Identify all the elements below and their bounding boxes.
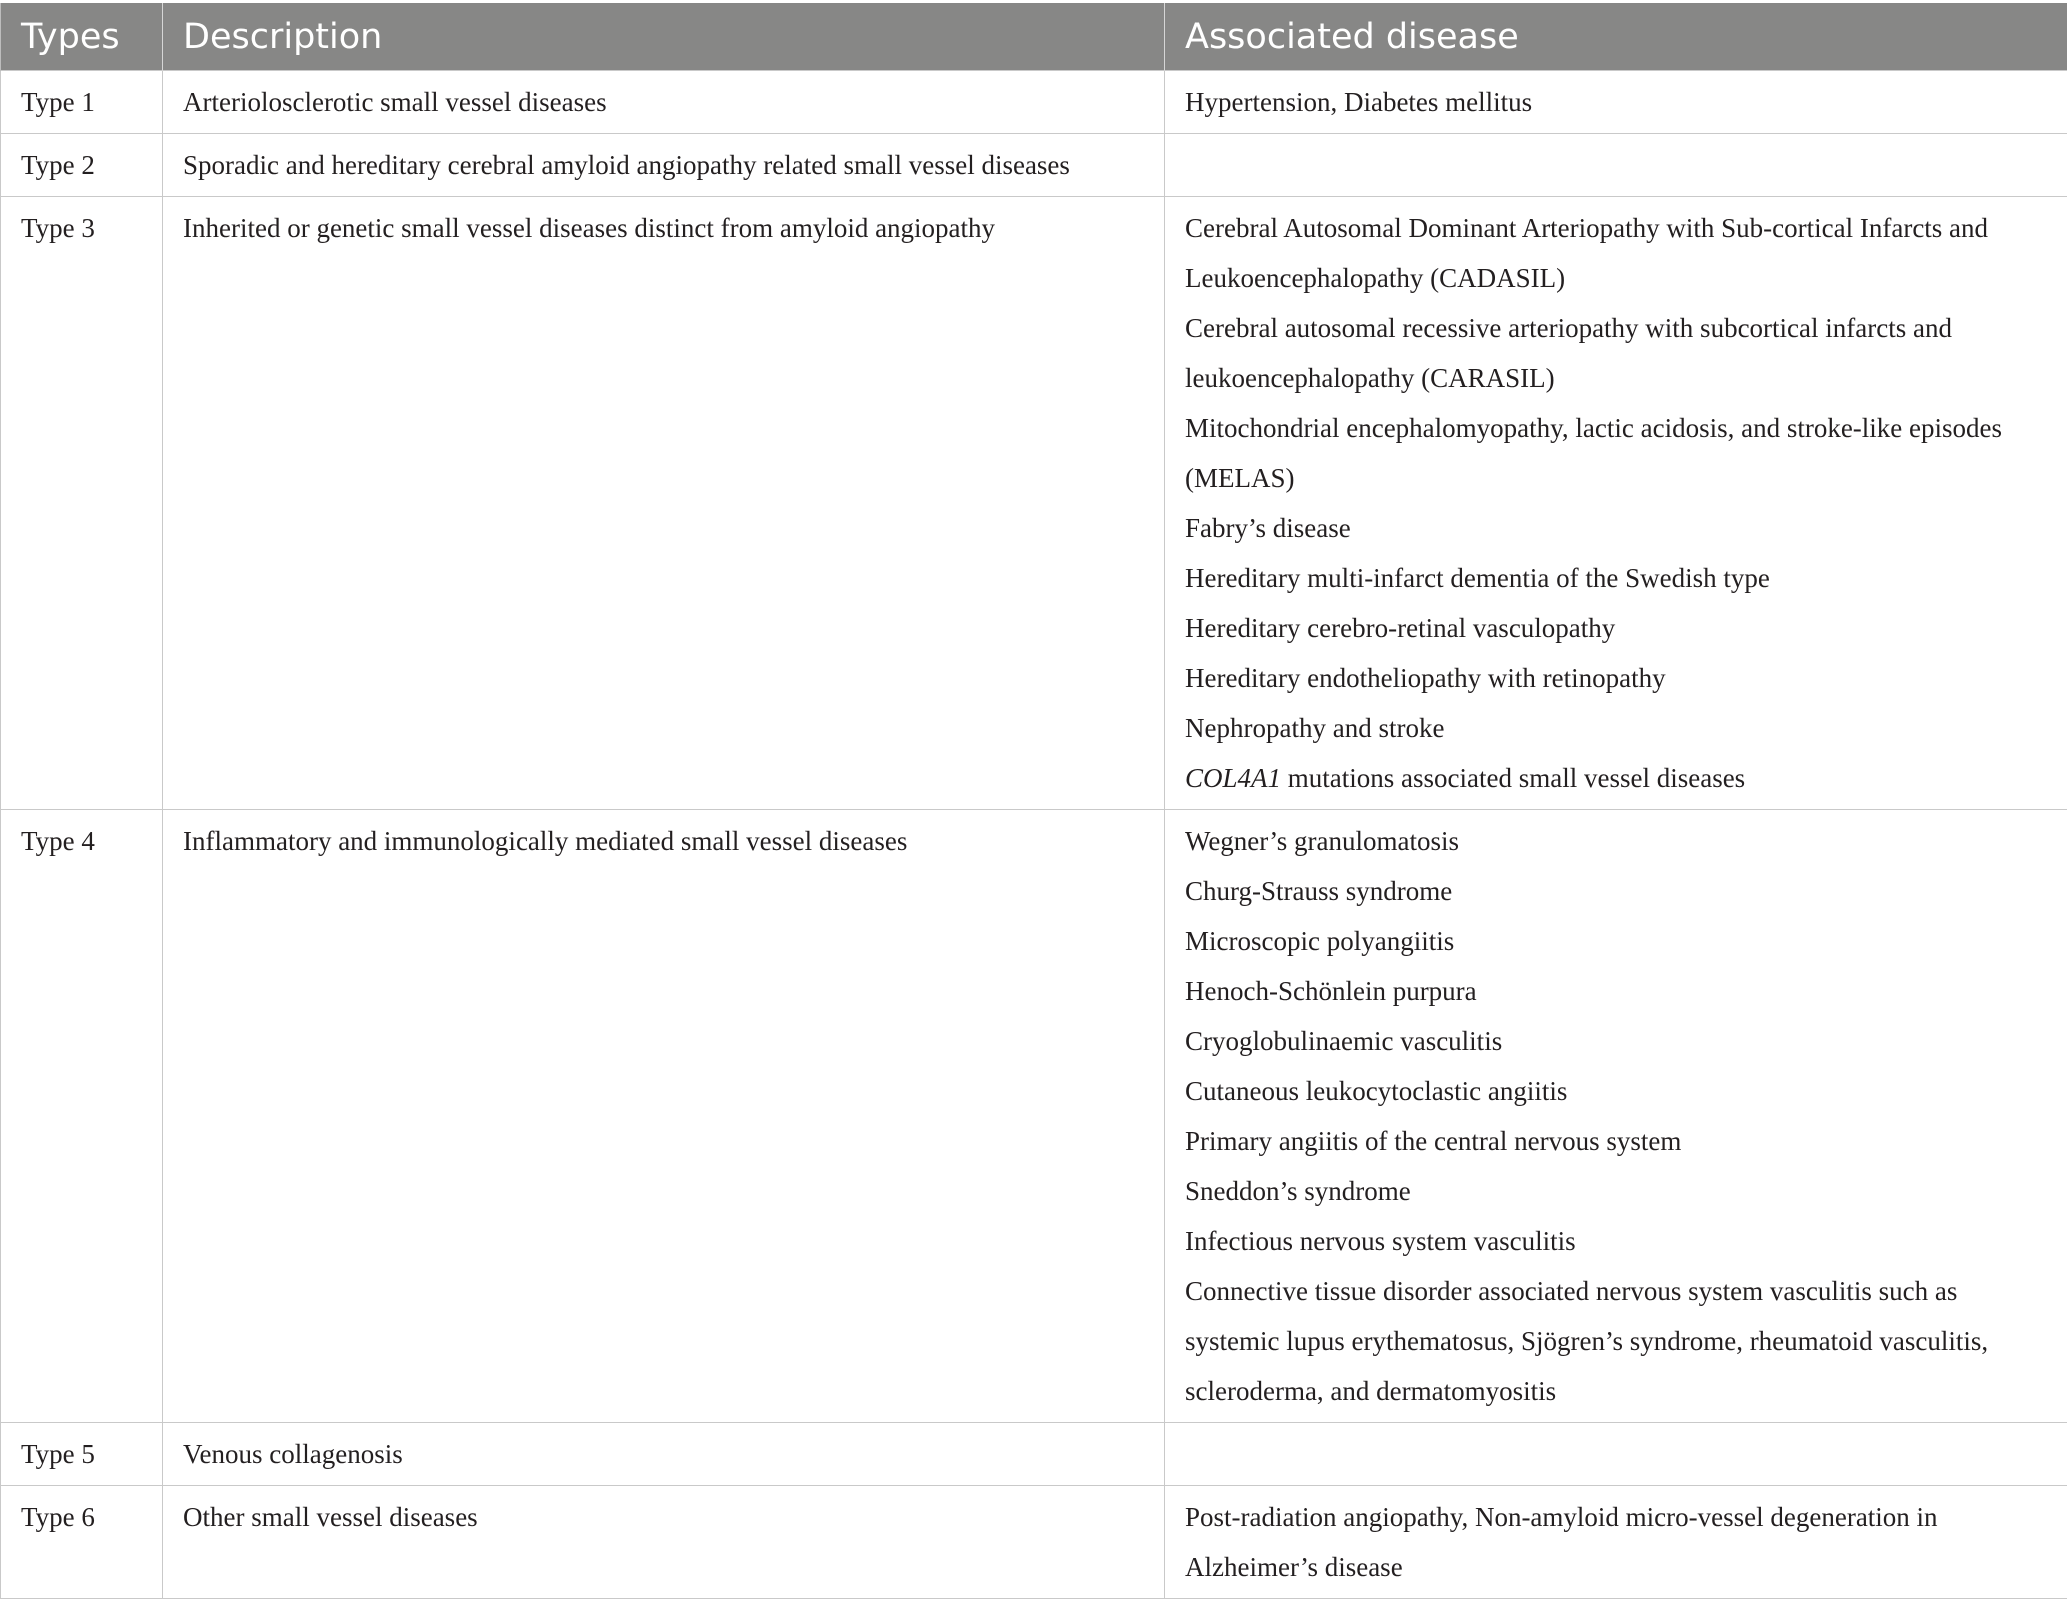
disease-item: Nephropathy and stroke	[1185, 713, 1445, 743]
gene-name: COL4A1	[1185, 763, 1282, 793]
disease-item: Connective tissue disorder associated nervous system vasculitis such as systemic lupus erythematosus, Sjögren’s syndrome, rheumatoid vasculitis, scleroderma, and dermatomyositis	[1185, 1276, 1989, 1406]
description-cell: Inflammatory and immunologically mediated small vessel diseases	[163, 810, 1165, 1423]
associated-disease-cell	[1165, 810, 2067, 1423]
type-cell: Type 5	[1, 1423, 163, 1486]
disease-item: Hereditary endotheliopathy with retinopathy	[1185, 663, 1666, 693]
disease-item: Wegner’s granulomatosis	[1185, 826, 1460, 856]
type-cell: Type 6	[1, 1486, 163, 1599]
disease-item: Cutaneous leukocytoclastic angiitis	[1185, 1076, 1568, 1106]
type-cell: Type 2	[1, 134, 163, 197]
disease-item: Primary angiitis of the central nervous system	[1185, 1126, 1682, 1156]
disease-item-col4a1	[1185, 753, 2057, 803]
header-description: Description	[163, 3, 1165, 71]
table-row	[1, 197, 2067, 810]
table-row	[1, 71, 2067, 134]
disease-item: Post-radiation angiopathy, Non-amyloid micro-vessel degeneration in Alzheimer’s disease	[1185, 1502, 1938, 1582]
disease-item: Mitochondrial encephalomyopathy, lactic acidosis, and stroke-like episodes (MELAS)	[1185, 413, 2003, 493]
description-cell: Arteriolosclerotic small vessel diseases	[163, 71, 1165, 134]
disease-item: Churg-Strauss syndrome	[1185, 876, 1453, 906]
disease-item: Hereditary cerebro-retinal vasculopathy	[1185, 613, 1616, 643]
associated-disease-cell	[1165, 1486, 2067, 1599]
description-cell: Venous collagenosis	[163, 1423, 1165, 1486]
table-row	[1, 810, 2067, 1423]
associated-disease-cell	[1165, 197, 2067, 810]
header-associated-disease: Associated disease	[1165, 3, 2067, 71]
description-cell: Other small vessel diseases	[163, 1486, 1165, 1599]
table-row	[1, 1423, 2067, 1486]
table-row	[1, 1486, 2067, 1599]
disease-item: Hereditary multi-infarct dementia of the Swedish type	[1185, 563, 1770, 593]
small-vessel-disease-table	[0, 3, 2067, 1599]
disease-item: Microscopic polyangiitis	[1185, 926, 1455, 956]
type-cell: Type 3	[1, 197, 163, 810]
table-body	[1, 71, 2067, 1599]
description-cell: Inherited or genetic small vessel diseases distinct from amyloid angiopathy	[163, 197, 1165, 810]
associated-disease-cell	[1165, 1423, 2067, 1486]
gene-suffix: mutations associated small vessel diseases	[1281, 763, 1746, 793]
disease-item: Henoch-Schönlein purpura	[1185, 976, 1477, 1006]
type-cell: Type 1	[1, 71, 163, 134]
header-types: Types	[1, 3, 163, 71]
description-cell: Sporadic and hereditary cerebral amyloid angiopathy related small vessel diseases	[163, 134, 1165, 197]
disease-item: Infectious nervous system vasculitis	[1185, 1226, 1576, 1256]
table-header	[1, 3, 2067, 71]
disease-item: Sneddon’s syndrome	[1185, 1176, 1411, 1206]
type-cell: Type 4	[1, 810, 163, 1423]
table-container	[0, 3, 2067, 1599]
table-row	[1, 134, 2067, 197]
disease-item: Fabry’s disease	[1185, 513, 1351, 543]
disease-item: Cerebral autosomal recessive arteriopathy with subcortical infarcts and leukoencephalopathy (CARASIL)	[1185, 313, 1952, 393]
associated-disease-cell	[1165, 134, 2067, 197]
disease-item: Cryoglobulinaemic vasculitis	[1185, 1026, 1503, 1056]
header-row	[1, 3, 2067, 71]
disease-item: Cerebral Autosomal Dominant Arteriopathy with Sub-cortical Infarcts and Leukoencephalopathy (CADASIL)	[1185, 213, 1989, 293]
associated-disease-cell	[1165, 71, 2067, 134]
disease-item: Hypertension, Diabetes mellitus	[1185, 87, 1533, 117]
